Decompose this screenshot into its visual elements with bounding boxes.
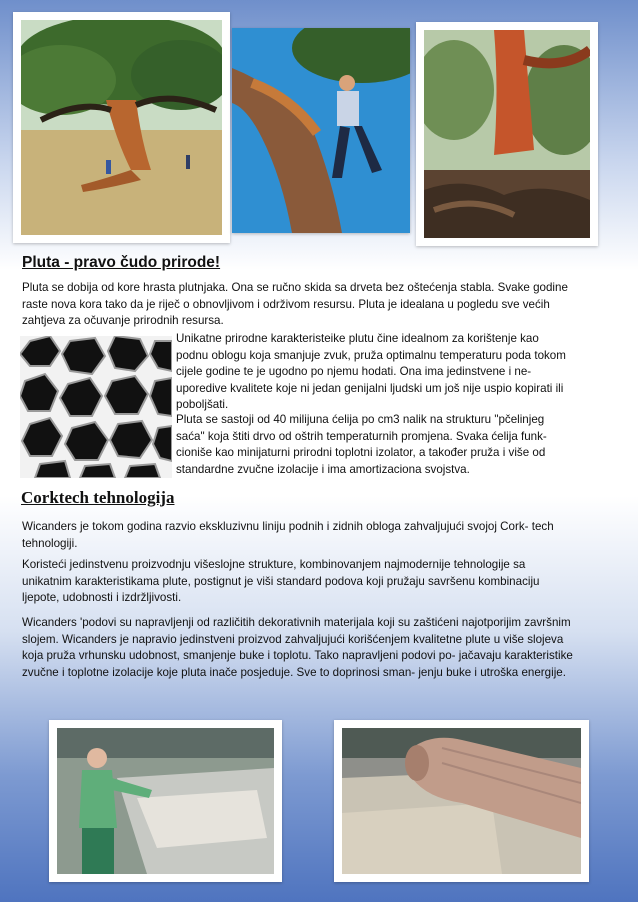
cork-roll-image [342,728,581,874]
factory-worker-photo [49,720,282,882]
corktech-paragraph-2: Koristeći jedinstvenu proizvodnju višeslojne strukture, kombinovanjem najmodernije tehnologije sa unikatnim karakteristikama plute, postignut je viši standard podova koji pružaju savršenu kombinaciju ljepote, udobnosti i izdržljivosti. [22,558,540,604]
cork-harvest-image [232,28,410,233]
cork-harvest-photo [232,28,410,233]
stripped-trunk-photo [416,22,598,246]
properties-paragraph: Unikatne prirodne karakteristeike plutu čine idealnom za korištenje kao podnu oblogu koja smanjuje zvuk, pruža optimalnu temperaturu poda tokom cijele godine te je ugodno po njemu hodati. Ona ima jedinstvene i ne- uporedive kvalitete koje ni jedan genijalni ljudski um još nije uspio kopirati ili poboljšati. [176,332,566,411]
stripped-trunk-image [424,30,590,238]
cork-oak-tree-photo [13,12,230,243]
cork-roll-photo [334,720,589,882]
corktech-paragraph-3: Wicanders 'podovi su napravljenji od različitih dekorativnih materijala koji su zaštićeni najotporijim završnim slojem. Wicanders je napravio jedinstveni proizvod zahvaljujući korišćenjem kvalitetne plute u više slojeva koja pruža vrhunsku udobnost, smanjenje buke i toplotu. Tako napravljeni podovi po- jačavaju karakteristike zvučne i toplotne izolacije koje pluta inače posjeduje. Sve to doprinosi sman- jenju buke i utroška energije. [22,616,573,679]
section-title-cork: Pluta - pravo čudo prirode! [22,254,221,271]
intro-paragraph: Pluta se dobija od kore hrasta plutnjaka. Ona se ručno skida sa drveta bez oštećenja stabla. Svake godine raste nova kora tako da je riječ o obnovljivom i održivom resursu. Pluta je idealana u pogledu sve većih zahtjeva za očuvanje prirodnih resursa. [22,281,568,327]
cork-oak-tree-image [21,20,222,235]
cork-cells-image [20,336,172,478]
cells-paragraph: Pluta se sastoji od 40 milijuna ćelija po cm3 nalik na strukturu "pčelinjeg saća" koja štiti drvo od oštrih temperaturnih promjena. Svaka ćelija funk- cioniše kao minijaturni prirodni toplotni izolator, a također pruža i više od standardne zvučne izolacije i ima amortizaciona svojstva. [176,413,547,476]
factory-worker-image [57,728,274,874]
section-title-corktech: Corktech tehnologija [21,488,175,507]
corktech-paragraph-1: Wicanders je tokom godina razvio ekskluzivnu liniju podnih i zidnih obloga zahvaljujući svojoj Cork- tech tehnologiji. [22,520,554,550]
